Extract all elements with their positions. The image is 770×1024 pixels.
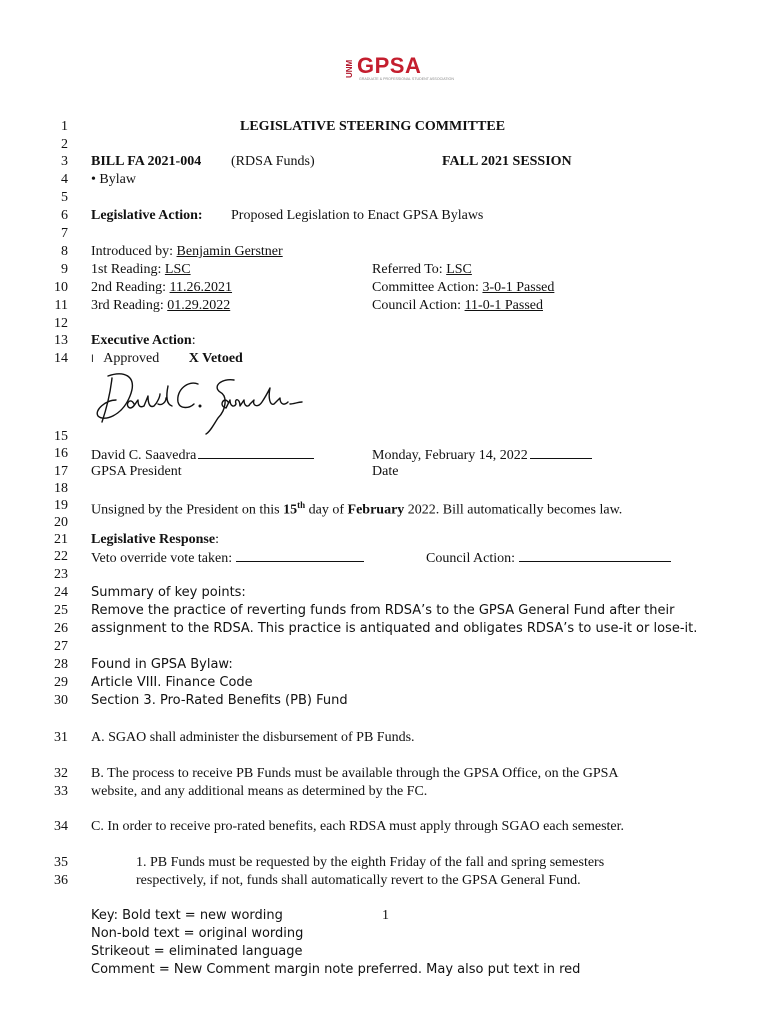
bill-session: FALL 2021 SESSION xyxy=(442,154,572,169)
key-comment: Comment = New Comment margin note preferred. May also put text in red xyxy=(91,962,581,977)
line-number: 33 xyxy=(54,784,68,799)
committee-value: 3-0-1 Passed xyxy=(482,280,555,295)
legislative-action-label: Legislative Action: xyxy=(91,208,203,223)
line-number: 29 xyxy=(54,675,68,690)
line-number: 3 xyxy=(61,154,68,169)
line-number: 34 xyxy=(54,819,68,834)
section-c-1: 1. PB Funds must be requested by the eighth Friday of the fall and spring semesters xyxy=(136,855,605,870)
bill-number: BILL FA 2021-004 xyxy=(91,154,202,169)
line-number: 15 xyxy=(54,429,68,444)
referred-to xyxy=(372,261,472,278)
second-reading xyxy=(91,279,232,296)
line-number: 1 xyxy=(61,119,68,134)
section-c-1-cont: respectively, if not, funds shall automatically revert to the GPSA General Fund. xyxy=(136,873,581,888)
line-number: 24 xyxy=(54,585,68,600)
line-number: 16 xyxy=(54,446,68,461)
line-number: 12 xyxy=(54,316,68,331)
found-in-section: Section 3. Pro-Rated Benefits (PB) Fund xyxy=(91,693,348,708)
referred-value: LSC xyxy=(446,262,472,277)
line-number: 11 xyxy=(54,298,68,313)
vetoed-label: X Vetoed xyxy=(188,351,243,366)
signer-title: GPSA President xyxy=(91,464,182,479)
first-reading-label: 1st Reading: xyxy=(91,262,165,277)
line-number: 28 xyxy=(54,657,68,672)
unsigned-statement: Unsigned by the President on this 15th day of February 2022. Bill automatically becomes law. xyxy=(91,500,623,518)
section-b: B. The process to receive PB Funds must be available through the GPSA Office, on the GPSA xyxy=(91,766,619,781)
line-number: 35 xyxy=(54,855,68,870)
approved-label: Approved xyxy=(103,351,160,366)
bill-funds: (RDSA Funds) xyxy=(231,154,315,169)
veto-override: Veto override vote taken: xyxy=(91,548,364,567)
section-c: C. In order to receive pro-rated benefits, each RDSA must apply through SGAO each semester. xyxy=(91,819,625,834)
introducer-name: Benjamin Gerstner xyxy=(176,244,283,259)
committee-label: Committee Action: xyxy=(372,280,483,295)
page-number: 1 xyxy=(382,908,389,923)
introduced-by xyxy=(91,243,283,260)
bill-type: • Bylaw xyxy=(91,172,136,187)
line-number: 8 xyxy=(61,244,68,259)
committee-action xyxy=(372,279,554,296)
line-number: 19 xyxy=(54,498,68,513)
logo-unm: UNM xyxy=(345,59,354,79)
council-action xyxy=(372,297,543,314)
key-nonbold: Non-bold text = original wording xyxy=(91,926,304,941)
third-reading-value: 01.29.2022 xyxy=(167,298,231,313)
first-reading xyxy=(91,261,191,278)
line-number: 31 xyxy=(54,730,68,745)
page-heading: LEGISLATIVE STEERING COMMITTEE xyxy=(240,119,506,134)
line-number: 26 xyxy=(54,621,68,636)
line-number: 2 xyxy=(61,137,68,152)
section-b-cont: website, and any additional means as determined by the FC. xyxy=(91,784,428,799)
line-number: 6 xyxy=(61,208,68,223)
line-number: 32 xyxy=(54,766,68,781)
line-number: 9 xyxy=(61,262,68,277)
line-number: 21 xyxy=(54,532,68,547)
found-in-title: Found in GPSA Bylaw: xyxy=(91,657,233,672)
line-number: 7 xyxy=(61,226,68,241)
council-value: 11-0-1 Passed xyxy=(464,298,543,313)
introduced-label: Introduced by: xyxy=(91,244,177,259)
signature-line xyxy=(198,445,314,459)
referred-label: Referred To: xyxy=(372,262,447,277)
second-reading-label: 2nd Reading: xyxy=(91,280,170,295)
date-line xyxy=(530,445,592,459)
summary-line: assignment to the RDSA. This practice is antiquated and obligates RDSA’s to use-it or lose-it. xyxy=(91,621,698,636)
line-number: 27 xyxy=(54,639,68,654)
line-number: 36 xyxy=(54,873,68,888)
veto-override-blank xyxy=(236,548,364,562)
line-number: 22 xyxy=(54,549,68,564)
first-reading-value: LSC xyxy=(164,262,191,277)
logo-name: GPSA xyxy=(357,53,422,78)
key-strikeout: Strikeout = eliminated language xyxy=(91,944,303,959)
legislative-action-value: Proposed Legislation to Enact GPSA Bylaws xyxy=(231,208,484,223)
third-reading-label: 3rd Reading: xyxy=(91,298,168,313)
council-action-blank xyxy=(519,548,671,562)
line-number: 10 xyxy=(54,280,68,295)
line-number: 25 xyxy=(54,603,68,618)
section-a: A. SGAO shall administer the disbursement of PB Funds. xyxy=(91,730,415,745)
line-number: 17 xyxy=(54,464,68,479)
response-council-action: Council Action: xyxy=(426,548,671,567)
line-number: 20 xyxy=(54,515,68,530)
line-number: 5 xyxy=(61,190,68,205)
date-label: Date xyxy=(372,464,399,479)
line-number: 18 xyxy=(54,481,68,496)
second-reading-value: 11.26.2021 xyxy=(169,280,233,295)
signature-image xyxy=(94,366,304,436)
signer-name: David C. Saavedra xyxy=(91,445,314,464)
council-label: Council Action: xyxy=(372,298,465,313)
executive-action-heading: Executive Action: xyxy=(91,333,196,348)
line-number: 4 xyxy=(61,172,68,187)
summary-line: Remove the practice of reverting funds from RDSA’s to the GPSA General Fund after their xyxy=(91,603,675,618)
logo-tagline: GRADUATE & PROFESSIONAL STUDENT ASSOCIATION xyxy=(359,77,454,81)
signature-date: Monday, February 14, 2022 xyxy=(372,445,592,464)
line-number: 13 xyxy=(54,333,68,348)
third-reading xyxy=(91,297,230,314)
gpsa-logo xyxy=(345,53,454,84)
line-number: 23 xyxy=(54,567,68,582)
found-in-article: Article VIII. Finance Code xyxy=(91,675,253,690)
legislative-response-heading: Legislative Response: xyxy=(91,532,219,547)
approved-checkbox: l xyxy=(91,354,94,365)
line-number: 30 xyxy=(54,693,68,708)
summary-title: Summary of key points: xyxy=(91,585,246,600)
line-number: 14 xyxy=(54,351,68,366)
key-bold: Key: Bold text = new wording xyxy=(91,908,283,923)
